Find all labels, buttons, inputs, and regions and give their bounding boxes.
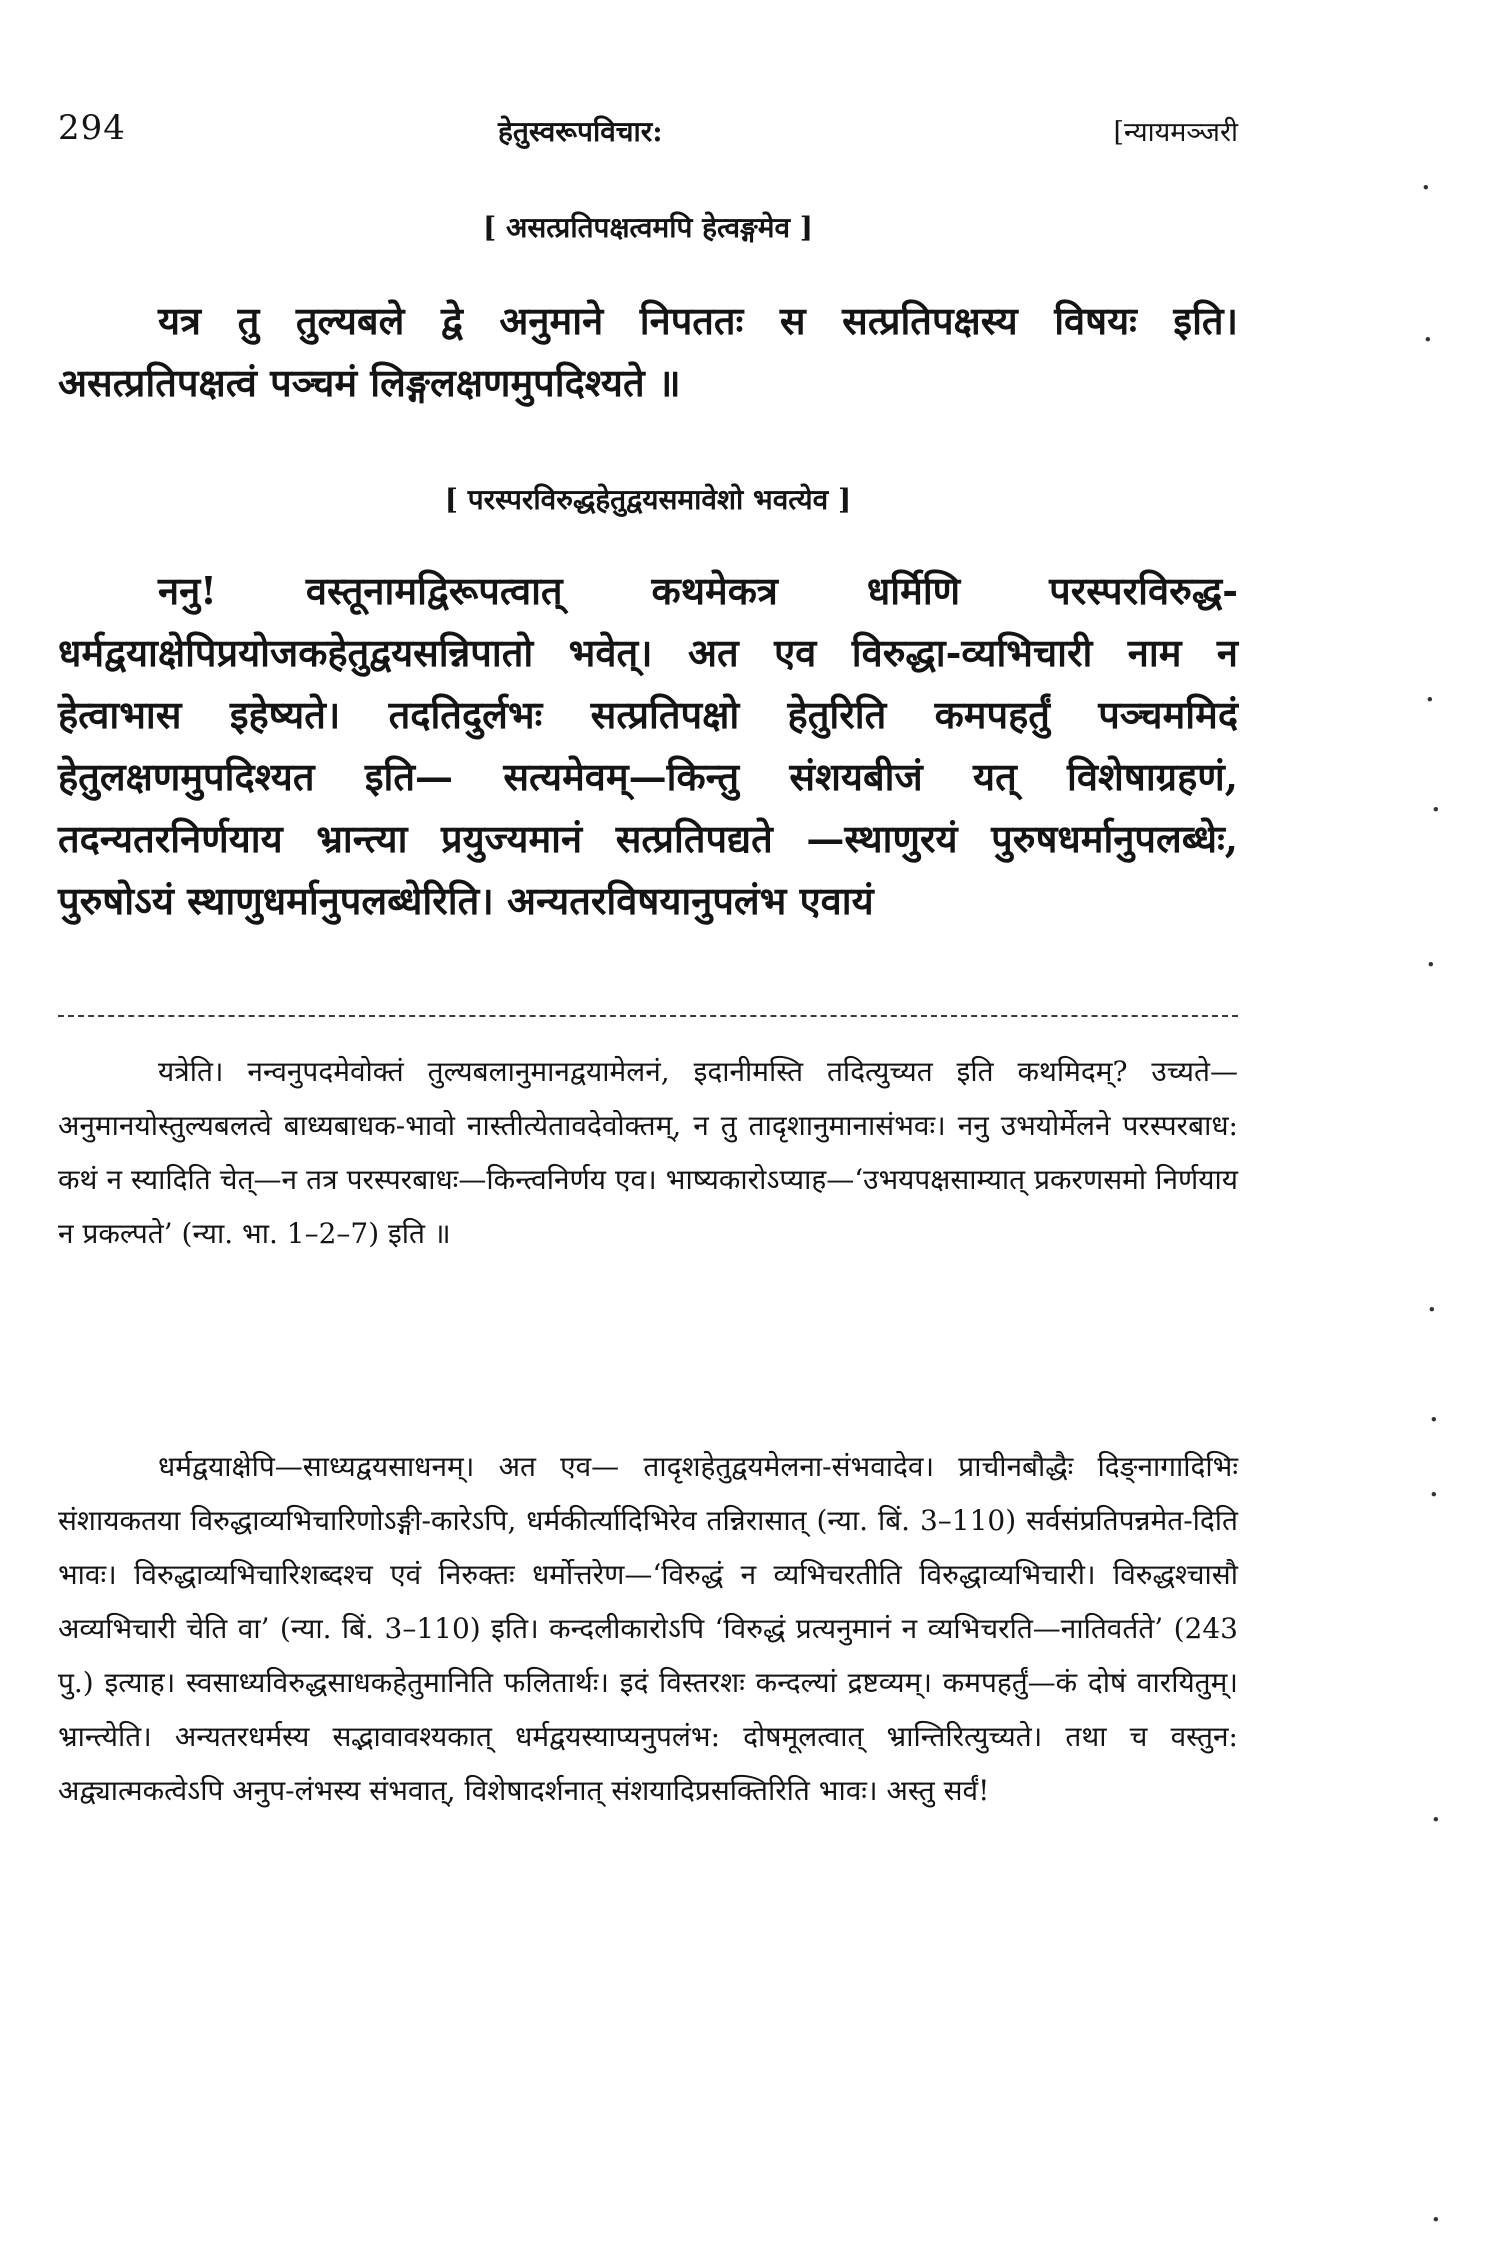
scan-speck: ⋅ — [1430, 790, 1442, 830]
scan-speck: ⋅ — [1430, 1800, 1442, 1840]
footnote-divider — [58, 1015, 1238, 1017]
main-paragraph: यत्र तु तुल्यबले द्वे अनुमाने निपततः स सत्प्रतिपक्षस्य विषयः इति। असत्प्रतिपक्षत्वं पञ्चमं लिङ्गलक्षणमुपदिश्यते ॥ — [58, 298, 1238, 405]
section-heading: [ परस्परविरुद्धहेतुद्वयसमावेशो भवत्येव ] — [444, 483, 852, 516]
scan-speck: ⋅ — [1424, 680, 1436, 720]
main-paragraph: ननु! वस्तूनामद्विरूपत्वात् कथमेकत्र धर्मिणि परस्परविरुद्ध-धर्मद्वयाक्षेपिप्रयोजकहेतुद्वयसन्निपातो भवेत्। अत एव विरुद्धा-व्यभिचारी नाम न हेत्वाभास इहेष्यते। तदतिदुर्लभः सत्प्रतिपक्षो हेतुरिति कमपहर्तुं पञ्चममिदं हेतुलक्षणमुपदिश्यत इति— सत्यमेवम्—किन्तु संशयबीजं यत् विशेषाग्रहणं, तदन्यतरनिर्णयाय भ्रान्त्या प्रयुज्यमानं सत्प्रतिपद्यते —स्थाणुरयं पुरुषधर्मानुपलब्धेः, पुरुषोऽयं स्थाणुधर्मानुपलब्धेरिति। अन्यतरविषयानुपलंभ एवायं — [58, 568, 1238, 923]
section-heading: [ असत्प्रतिपक्षत्वमपि हेत्वङ्गमेव ] — [482, 211, 814, 244]
running-header — [58, 108, 1238, 158]
commentary-paragraph: यत्रेति। नन्वनुपदमेवोक्तं तुल्यबलानुमानद्वयामेलनं, इदानीमस्ति तदित्युच्यत इति कथमिदम्? उच्यते—अनुमानयोस्तुल्यबलत्वे बाध्यबाधक-भावो नास्तीत्येतावदेवोक्तम्, न तु तादृशानुमानासंभवः। ननु उभयोर्मेलने परस्परबाध: कथं न स्यादिति चेत्—न तत्र परस्परबाधः—किन्त्वनिर्णय एव। भाष्यकारोऽप्याह—‘उभयपक्षसाम्यात् प्रकरणसमो निर्णयाय न प्रकल्पते’ (न्या. भा. 1–2–7) इति ॥ — [58, 1055, 1238, 1250]
scan-speck: ⋅ — [1430, 2200, 1442, 2240]
scan-speck: ⋅ — [1425, 945, 1437, 985]
scan-speck: ⋅ — [1428, 1400, 1440, 1440]
scan-speck: ⋅ — [1426, 1290, 1438, 1330]
page-number: 294 — [58, 108, 126, 148]
running-title: हेतुस्वरूपविचार: — [498, 115, 663, 148]
book-title: [न्यायमञ्जरी — [1113, 117, 1238, 148]
margin-scan-marks — [1400, 0, 1510, 2258]
scan-speck: ⋅ — [1428, 1475, 1440, 1515]
scan-speck: ⋅ — [1422, 320, 1434, 360]
commentary-paragraph: धर्मद्वयाक्षेपि—साध्यद्वयसाधनम्। अत एव— तादृशहेतुद्वयमेलना-संभवादेव। प्राचीनबौद्धैः दिङ्नागादिभिः संशायकतया विरुद्धाव्यभिचारिणोऽङ्गी-कारेऽपि, धर्मकीर्त्यादिभिरेव तन्निरासात् (न्या. बिं. 3–110) सर्वसंप्रतिपन्नमेत-दिति भावः। विरुद्धाव्यभिचारिशब्दश्च एवं निरुक्तः धर्मोत्तरेण—‘विरुद्धं न व्यभिचरतीति विरुद्धाव्यभिचारी। विरुद्धश्चासौ अव्यभिचारी चेति वा’ (न्या. बिं. 3–110) इति। कन्दलीकारोऽपि ‘विरुद्धं प्रत्यनुमानं न व्यभिचरति—नातिवर्तते’ (243 पु.) इत्याह। स्वसाध्यविरुद्धसाधकहेतुमानिति फलितार्थः। इदं विस्तरशः कन्दल्यां द्रष्टव्यम्। कमपहर्तुं—कं दोषं वारयितुम्। भ्रान्त्येति। अन्यतरधर्मस्य सद्भावावश्यकात् धर्मद्वयस्याप्यनुपलंभ: दोषमूलत्वात् भ्रान्तिरित्युच्यते। तथा च वस्तुन: अद्व्यात्मकत्वेऽपि अनुप-लंभस्य संभवात्, विशेषादर्शनात् संशयादिप्रसक्तिरिति भावः। अस्तु सर्वं! — [58, 1450, 1238, 1807]
scan-speck: ⋅ — [1420, 168, 1432, 208]
